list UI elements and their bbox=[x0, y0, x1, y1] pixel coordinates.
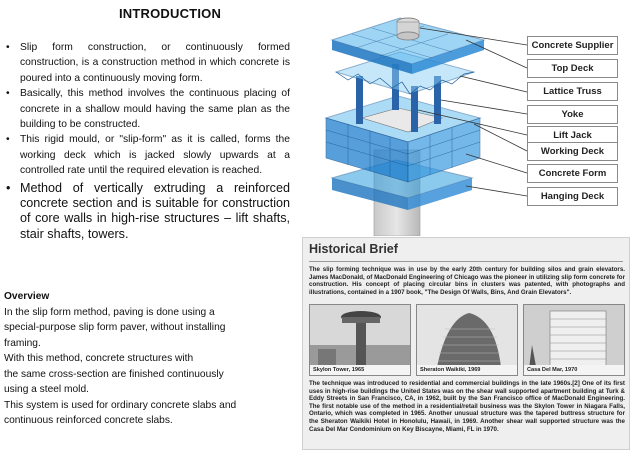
label-hanging-deck: Hanging Deck bbox=[527, 187, 618, 206]
overview-line: continuous reinforced concrete slabs. bbox=[4, 415, 173, 426]
photo-caption: Sheraton Waikiki, 1969 bbox=[417, 365, 517, 375]
photo-casa-del-mar bbox=[523, 304, 625, 376]
label-concrete-supplier: Concrete Supplier bbox=[527, 36, 618, 55]
photo-skylon-tower bbox=[309, 304, 411, 376]
overview-line: the same cross-section are finished continuously bbox=[4, 368, 224, 380]
label-lattice-truss: Lattice Truss bbox=[527, 82, 618, 101]
page-title: INTRODUCTION bbox=[118, 6, 222, 21]
bullet-item: • Slip form construction, or continuously formed construction, is a construction method in which concrete is poured into a continuously moving form. bbox=[6, 40, 290, 86]
intro-bullet-list bbox=[6, 40, 290, 242]
slipform-diagram bbox=[296, 0, 638, 236]
overview-line: using a steel mold. bbox=[4, 384, 89, 395]
label-lift-jack: Lift Jack bbox=[527, 126, 618, 145]
overview-section bbox=[4, 289, 294, 429]
label-yoke: Yoke bbox=[527, 105, 618, 124]
overview-line: special-purpose slip form paver, without installing bbox=[4, 322, 226, 333]
photo-caption: Casa Del Mar, 1970 bbox=[524, 365, 624, 375]
label-concrete-form: Concrete Form bbox=[527, 164, 618, 183]
brief-title: Historical Brief bbox=[309, 242, 398, 256]
photo-caption: Skylon Tower, 1965 bbox=[310, 365, 410, 375]
overview-line: This system is used for ordinary concrete slabs and bbox=[4, 399, 237, 411]
historical-brief-panel bbox=[302, 237, 630, 450]
bullet-item: • This rigid mould, or "slip-form" as it is called, forms the working deck which is jacked slowly upwards at a controlled rate until the required elevation is reached. bbox=[6, 132, 290, 178]
label-working-deck: Working Deck bbox=[527, 142, 618, 161]
divider bbox=[309, 261, 623, 262]
bullet-item: • Basically, this method involves the continuous placing of concrete in a shallow mould having the same plan as the building to be constructed. bbox=[6, 86, 290, 132]
overview-line: In the slip form method, paving is done using a bbox=[4, 306, 215, 318]
brief-paragraph: The technique was introduced to residential and commercial buildings in the late 1960s.[2] One of its first uses in high-rise buildings the United States was on the shear wall supported apartment building at Turk & Eddy Streets in San Francisco, CA, in 1962, built by the San Francisco office of MacDonald Engineering. The first notable use of the method in a residential/retail business was the Skylon Tower in Niagara Falls, Ontario, which was completed in 1965. Another unusual structure was the tapered buttress structure for the Sheraton Waikiki Hotel in Honolulu, Hawaii, in 1969. Another shear wall supported structure was the Casa Del Mar Condominium on Key Biscayne, Miami, FL in 1970. bbox=[309, 380, 625, 433]
brief-paragraph: The slip forming technique was in use by the early 20th century for building silos and grain elevators. James MacDonald, of MacDonald Engineering of Chicago was the pioneer in utilizing slip form concrete for construction. His concept of placing circular bins in clusters was patented, with photographs and illustrations, contained in a 1907 book, "The Design Of Walls, Bins, And Grain Elevators". bbox=[309, 266, 625, 296]
overview-line: With this method, concrete structures with bbox=[4, 353, 194, 364]
overview-heading: Overview bbox=[4, 291, 50, 302]
photo-sheraton-waikiki bbox=[416, 304, 518, 376]
bullet-item: • Method of vertically extruding a reinforced concrete section and is suitable for construction of core walls in high-rise structures – lift shafts, stair shafts, towers. bbox=[6, 181, 290, 243]
overview-line: framing. bbox=[4, 337, 41, 349]
label-top-deck: Top Deck bbox=[527, 59, 618, 78]
